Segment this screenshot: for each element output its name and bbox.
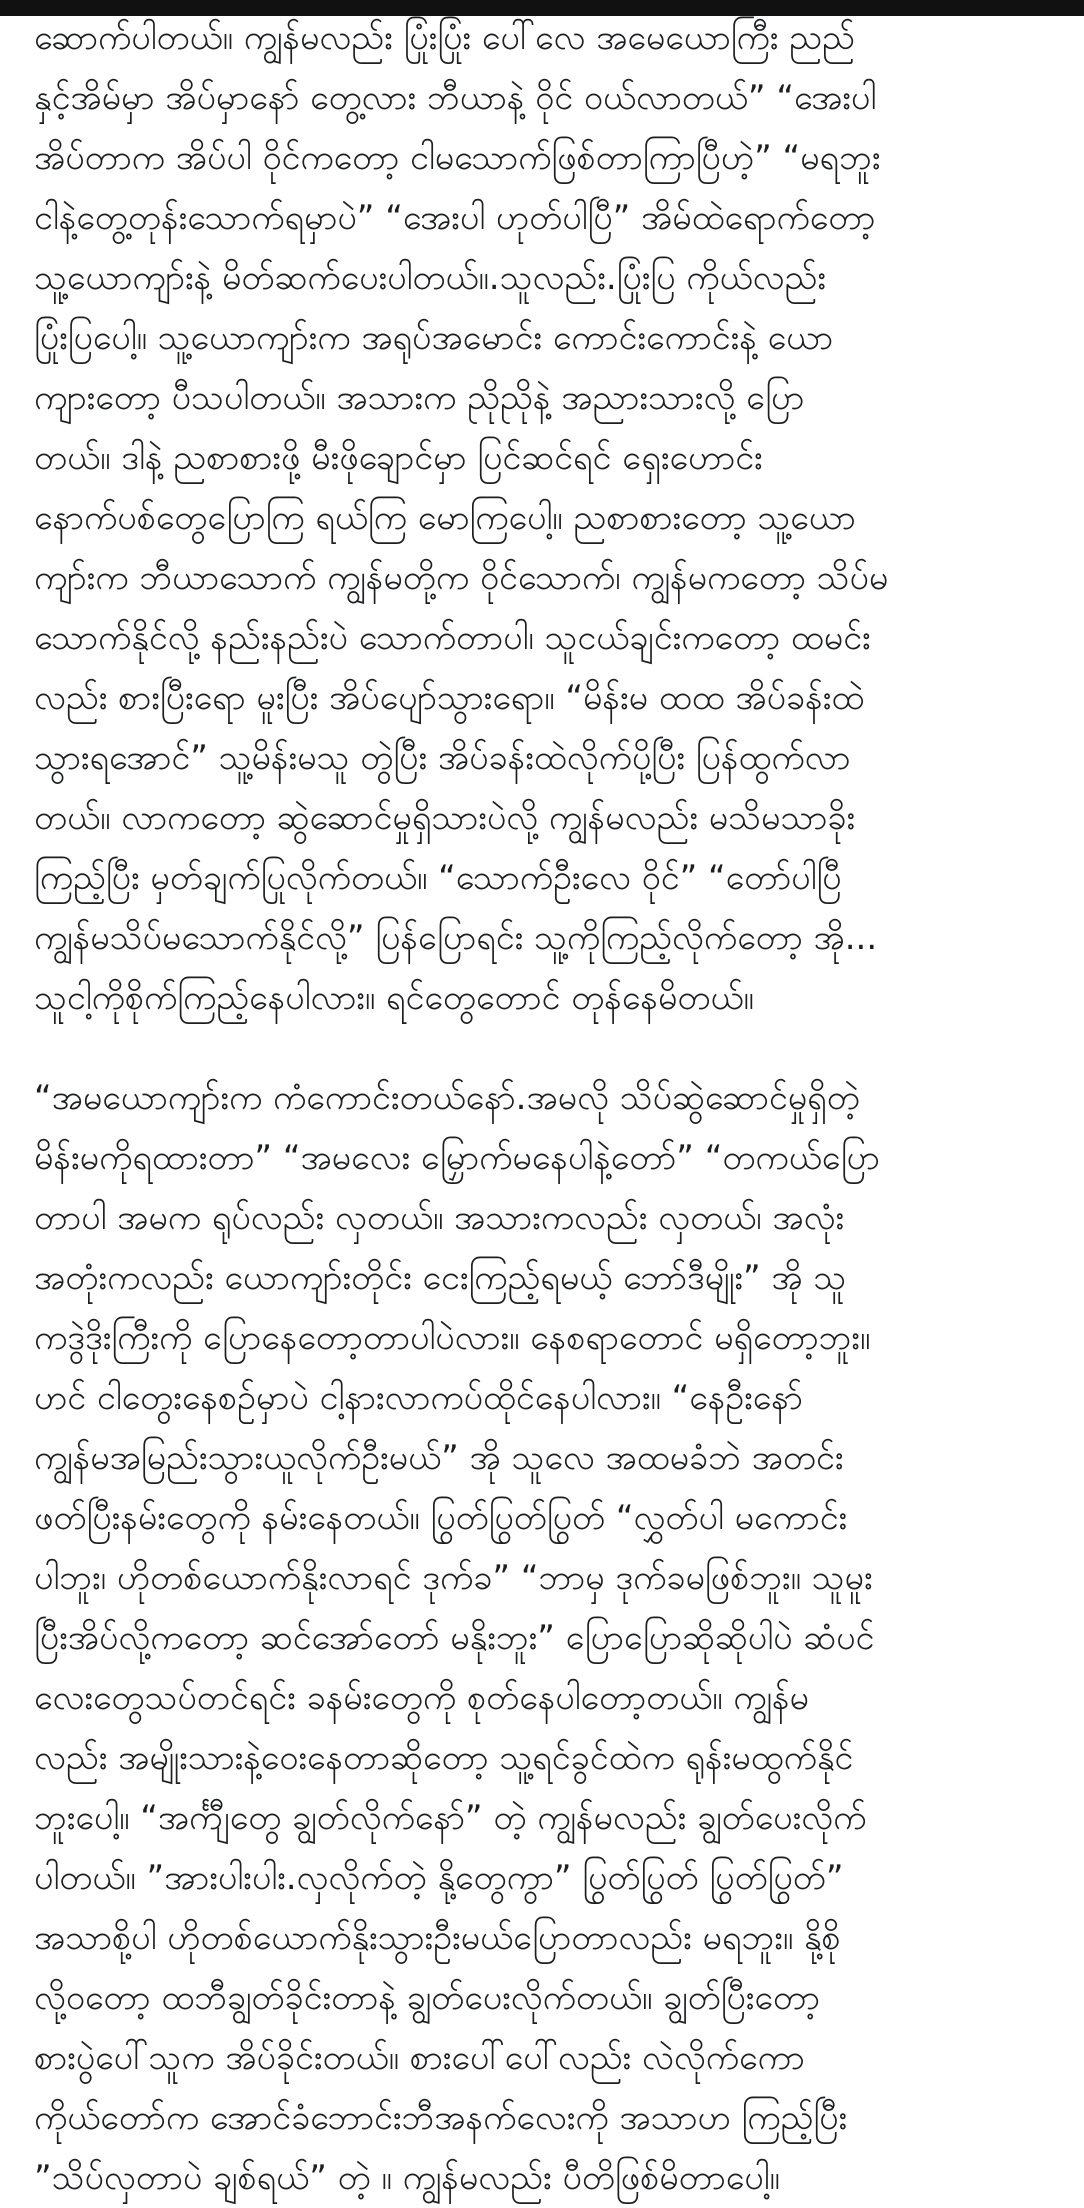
text-line: လည်း စားပြီးရော မူးပြီး အိပ်ပျော်သွားရော။ “မိန်းမ ထထ အိပ်ခန်းထဲ: [34, 678, 865, 718]
text-line: ဖတ်ပြီးနမ်းတွေကို နမ်းနေတယ်။ ပြွတ်ပြွတ်ပြွတ် “လွှတ်ပါ မကောင်း: [34, 1498, 848, 1538]
text-line: တာပါ အမက ရုပ်လည်း လှတယ်။ အသားကလည်း လှတယ်၊ အလုံး: [34, 1198, 845, 1238]
text-line: သွားရအောင်” သူ့မိန်းမသူ တွဲပြီး အိပ်ခန်းထဲလိုက်ပို့ပြီး ပြန်ထွက်လာ: [34, 738, 851, 778]
text-line: တယ်။ လာကတော့ ဆွဲဆောင်မှုရှိသားပဲလို့ ကျွန်မလည်း မသိမသာခိုး: [34, 798, 856, 838]
text-line: စားပွဲပေါ်သူက အိပ်ခိုင်းတယ်။ စားပေါ်ပေါ်လည်း လဲလိုက်ကော: [34, 2038, 805, 2078]
text-line: သောက်နိုင်လို့ နည်းနည်းပဲ သောက်တာပါ၊ သူငယ်ချင်းကတော့ ထမင်း: [34, 618, 871, 658]
text-line: “အမယောကျာ်းက ကံကောင်းတယ်နော်.အမလို သိပ်ဆွဲဆောင်မှုရှိတဲ့: [34, 1078, 860, 1118]
text-line: လည်း အမျိုးသားနဲ့ဝေးနေတာဆိုတော့ သူ့ရင်ခွင်ထဲက ရုန်းမထွက်နိုင်: [34, 1738, 854, 1778]
text-line: ငါနဲ့တွေ့တုန်းသောက်ရမှာပဲ” “အေးပါ ဟုတ်ပါပြီ” အိမ်ထဲရောက်တော့: [34, 198, 876, 238]
text-line: ပါတယ်။ ”အားပါးပါး.လှလိုက်တဲ့ နို့တွေကွာ” ပြွတ်ပြွတ် ပြွတ်ပြွတ်”: [34, 1858, 844, 1898]
text-line: ပြုံးပြပေါ့။ သူ့ယောကျာ်းက အရုပ်အမောင်း ကောင်းကောင်းနဲ့ ယော: [34, 318, 834, 358]
text-line: နှင့်အိမ်မှာ အိပ်မှာနော် တွေ့လား ဘီယာနဲ့ ဝိုင် ဝယ်လာတယ်” “အေးပါ: [34, 78, 877, 118]
text-line: ကျွန်မအမြည်းသွားယူလိုက်ဦးမယ်” အို သူလေ အထမခံဘဲ အတင်း: [34, 1438, 844, 1478]
text-line: သူ့ယောကျာ်းနဲ့ မိတ်ဆက်ပေးပါတယ်။.သူလည်း.ပြုံးပြ ကိုယ်လည်း: [34, 258, 826, 298]
paragraph-2: [34, 1068, 1054, 2208]
text-line: မိန်းမကိုရထားတာ” “အမလေး မြှောက်မနေပါနဲ့တော်” “တကယ်ပြော: [34, 1138, 880, 1178]
text-line: ကိုယ်တော်က အောင်ခံဘောင်းဘီအနက်လေးကို အသာဟ ကြည့်ပြီး: [34, 2098, 848, 2138]
text-line: အတုံးကလည်း ယောကျာ်းတိုင်း ငေးကြည့်ရမယ့် ဘော်ဒီမျိုး” အို သူ: [34, 1258, 847, 1298]
post-body-text: [34, 0, 1054, 2208]
text-line: အိပ်တာက အိပ်ပါ ဝိုင်ကတော့ ငါမသောက်ဖြစ်တာကြာပြီဟဲ့” “မရဘူး: [34, 138, 881, 178]
text-line: သူငါ့ကိုစိုက်ကြည့်နေပါလား။ ရင်တွေတောင် တုန်နေမိတယ်။: [34, 978, 754, 1018]
text-line: ဟင် ငါတွေးနေစဉ်မှာပဲ ငါ့နားလာကပ်ထိုင်နေပါလား။ “နေဦးနော်: [34, 1378, 803, 1418]
text-line: ကျားတော့ ပီသပါတယ်။ အသားက ညိုညိုနဲ့ အညားသားလို့ ပြော: [34, 378, 805, 418]
text-line: နောက်ပစ်တွေပြောကြ ရယ်ကြ မောကြပေါ့။ ညစာစားတော့ သူ့ယော: [34, 498, 856, 538]
text-line: လေးတွေသပ်တင်ရင်း ခနမ်းတွေကို စုတ်နေပါတော့တယ်။ ကျွန်မ: [34, 1678, 809, 1718]
paragraph-1: [34, 0, 1054, 1028]
paragraph-spacer: [34, 1028, 1054, 1068]
text-line: ကျာ်းက ဘီယာသောက် ကျွန်မတို့က ဝိုင်သောက်၊ ကျွန်မကတော့ သိပ်မ: [34, 558, 889, 598]
text-line: ပြီးအိပ်လို့ကတော့ ဆင်အော်တော် မနိုးဘူး” ပြောပြောဆိုဆိုပါပဲ ဆံပင်: [34, 1618, 875, 1658]
text-line: အသာစို့ပါ ဟိုတစ်ယောက်နိုးသွားဦးမယ်ပြောတာလည်း မရဘူး။ နို့စို: [34, 1918, 841, 1958]
text-line: ဆောက်ပါတယ်။ ကျွန်မလည်း ပြုံးပြုံး ပေါ်လေ အမေယောကြီး ညည်: [34, 18, 855, 58]
text-line: တယ်။ ဒါနဲ့ ညစာစားဖို့ မီးဖိုချောင်မှာ ပြင်ဆင်ရင် ရှေးဟောင်း: [34, 438, 763, 478]
text-line: ဘူးပေါ့။ “အင်္ကျီတွေ ချွတ်လိုက်နော်” တဲ့ ကျွန်မလည်း ချွတ်ပေးလိုက်: [34, 1798, 867, 1838]
text-line: ကြည့်ပြီး မှတ်ချက်ပြုလိုက်တယ်။ “သောက်ဦးလေ ဝိုင်” “တော်ပါပြီ: [34, 858, 842, 898]
text-line: လို့ဝတော့ ထဘီချွတ်ခိုင်းတာနဲ့ ချွတ်ပေးလိုက်တယ်။ ချွတ်ပြီးတော့: [34, 1978, 820, 2018]
text-line: ကျွန်မသိပ်မသောက်နိုင်လို့” ပြန်ပြောရင်း သူ့ကိုကြည့်လိုက်တော့ အို...: [34, 918, 878, 958]
text-line: ကဒွဲဒိုးကြီးကို ပြောနေတော့တာပါပဲလား။ နေစရာတောင် မရှိတော့ဘူး။: [34, 1318, 871, 1358]
text-line: ”သိပ်လှတာပဲ ချစ်ရယ်” တဲ့ ။ ကျွန်မလည်း ပီတိဖြစ်မိတာပေါ့။: [34, 2158, 780, 2198]
text-line: ပါဘူး၊ ဟိုတစ်ယောက်နိုးလာရင် ဒုက်ခ” “ဘာမှ ဒုက်ခမဖြစ်ဘူး။ သူမူး: [34, 1558, 873, 1598]
